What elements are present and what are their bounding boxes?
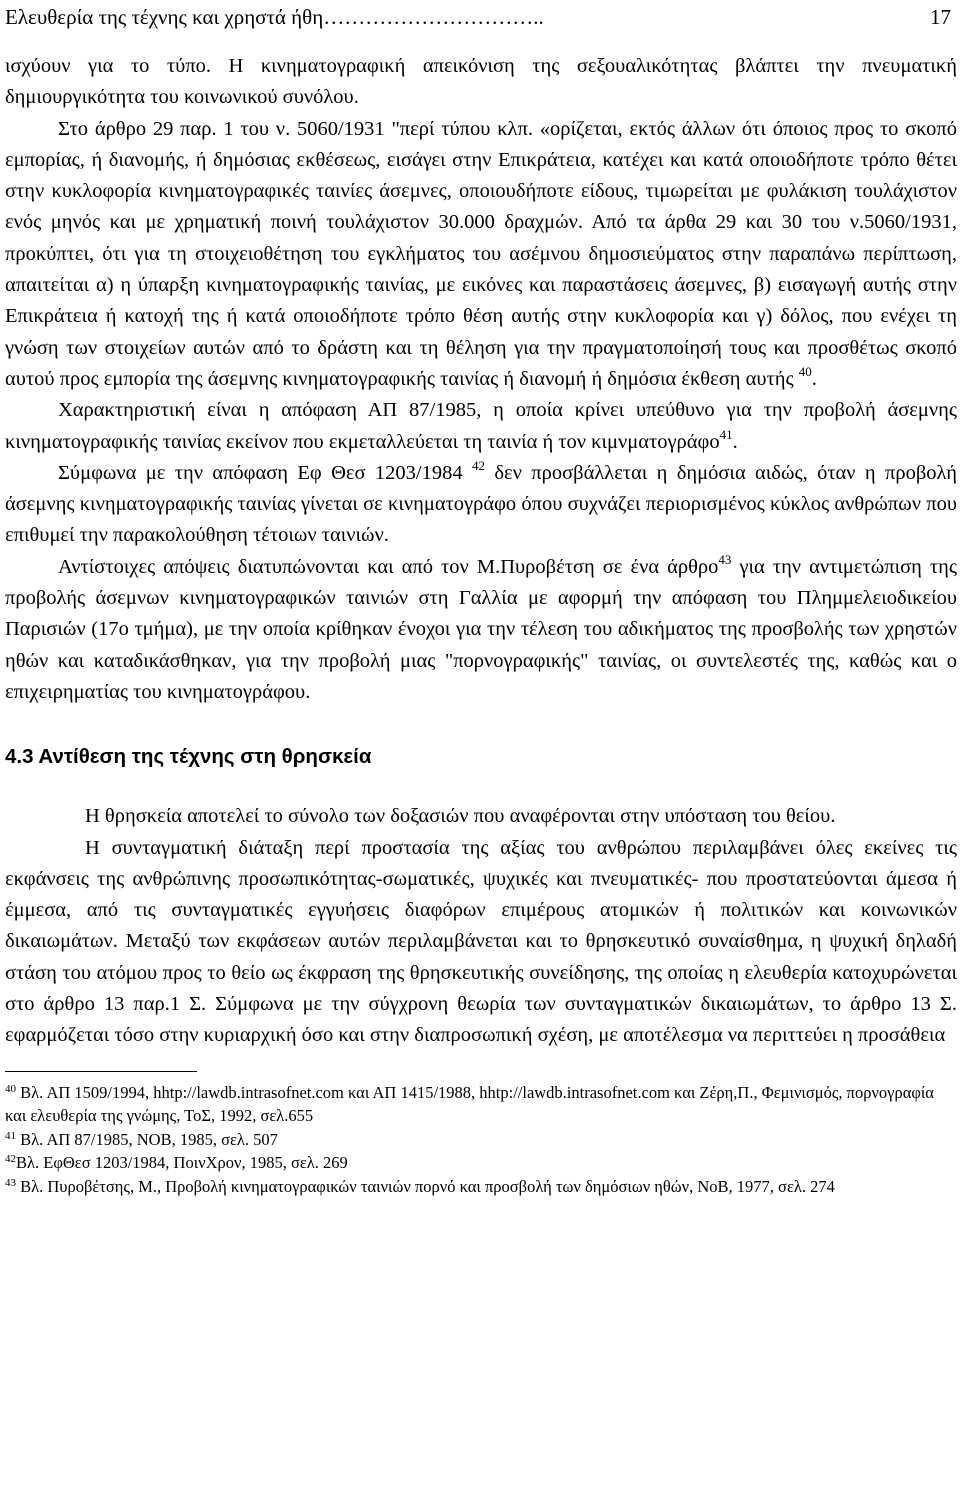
paragraph-1: ισχύουν για το τύπο. Η κινηματογραφική απεικόνιση της σεξουαλικότητας βλάπτει την πνευματική δημιουργικότητα του κοινωνικού συνόλου.	[5, 55, 957, 109]
footnote-divider	[5, 1071, 197, 1072]
footnote-number: 41	[5, 1129, 16, 1142]
footnote-ref-42[interactable]: 42	[472, 457, 485, 473]
footnote-ref-43[interactable]: 43	[718, 551, 732, 567]
running-header	[5, 4, 957, 30]
page-number: 17	[930, 5, 951, 29]
footnote-text: Βλ. ΕφΘεσ 1203/1984, ΠοινΧρον, 1985, σελ. 269	[16, 1153, 348, 1173]
paragraph-4	[5, 458, 957, 552]
paragraph-5-text: Αντίστοιχες απόψεις διατυπώνονται και από τον Μ.Πυροβέτση σε ένα άρθρο	[58, 555, 719, 578]
paragraph-2-text: Στο άρθρο 29 παρ. 1 του ν. 5060/1931 "περί τύπου κλπ. «ορίζεται, εκτός άλλων ότι όποιος προς το σκοπό εμπορίας, ή διανομής, ή δημόσιας εκθέσεως, εισάγει στην Επικράτεια, κατέχει και κατά οποιοδήποτε τρόπο θέτει στην κυκλοφορία κινηματογραφικές ταινίες άσεμνες, οποιουδήποτε είδους, τιμωρείται με φυλάκιση τουλάχιστον ενός μηνός και με χρηματική ποινή τουλάχιστον 30.000 δραχμών. Από τα άρθα 29 και 30 του ν.5060/1931, προκύπτει, ότι για τη στοιχειοθέτηση του εγκλήματος του ασέμνου δημοσιεύματος στην παραπάνω περίπτωση, απαιτείται α) η ύπαρξη κινηματογραφικής ταινίας, με εικόνες και παραστάσεις άσεμνες, β) εισαγωγή αυτής στην Επικράτεια ή κατοχή της ή κατά οποιοδήποτε τρόπο θέση αυτής στην κυκλοφορία και γ) δόλος, που ενέχει τη γνώση των στοιχείων αυτών από το δράστη και τη θέληση για την πραγματοποίησή τους και προσθέτως σκοπό αυτού προς εμπορία της άσεμνης κινηματογραφικής ταινίας ή διανομή ή δημόσια έκθεση αυτής	[5, 117, 957, 390]
footnote-ref-41[interactable]: 41	[719, 426, 733, 442]
footnote-40	[5, 1081, 957, 1128]
paragraph-2-end: .	[811, 367, 817, 390]
paragraph-2	[5, 114, 957, 396]
paragraph-3	[5, 395, 957, 458]
document-page	[5, 0, 957, 1198]
footnote-text: Βλ. Πυροβέτσης, Μ., Προβολή κινηματογραφικών ταινιών πορνό και προσβολή των δημόσιων ηθών, ΝοΒ, 1977, σελ. 274	[16, 1176, 835, 1196]
paragraph-7: Η συνταγματική διάταξη περί προστασία της αξίας του ανθρώπου περιλαμβάνει όλες εκείνες τις εκφάνσεις της ανθρώπινης προσωπικότητας-σωματικές, ψυχικές και πνευματικές- που προστατεύονται άμεσα ή έμμεσα, από τις συνταγματικές εγγυήσεις διαφόρων επιμέρους ατομικών ή πολιτικών και κοινωνικών δικαιωμάτων. Μεταξύ των εκφάσεων αυτών περιλαμβάνεται και το θρησκευτικό συναίσθημα, η ψυχική δηλαδή στάση του ατόμου προς το θείο ως έκφραση της θρησκευτικής συνείδησης, της οποίας η ελευθερία κατοχυρώνεται στο άρθρο 13 παρ.1 Σ. Σύμφωνα με την σύγχρονη θεωρία των συνταγματικών δικαιωμάτων, το άρθρο 13 Σ. εφαρμόζεται τόσο στην κυριαρχική όσο και στην διαπροσωπική σχέση, με αποτέλεσμα να περιττεύει η προσάθεια	[5, 836, 957, 1047]
footnote-42	[5, 1151, 957, 1175]
paragraph-5	[5, 552, 957, 708]
paragraph-5-rest: για την αντιμετώπιση της προβολής άσεμνων κινηματογραφικών ταινιών στη Γαλλία με αφορμή την απόφαση του Πλημμελειοδικείου Παρισιών (17ο τμήμα), με την οποία κρίθηκαν ένοχοι για την τέλεση του αδικήματος της προσβολής των χρηστών ηθών και καταδικάσθηκαν, για την προβολή μιας "πορνογραφικής" ταινίας, οι συντελεστές της, καθώς και ο επιχειρηματίας του κινηματογράφου.	[5, 555, 957, 703]
footnote-ref-40[interactable]: 40	[798, 363, 812, 379]
paragraph-3-text: Χαρακτηριστική είναι η απόφαση ΑΠ 87/1985, η οποία κρίνει υπεύθυνο για την προβολή άσεμνης κινηματογραφικής ταινίας εκείνον που εκμεταλλεύεται τη ταινία ή τον κιμνματογράφο	[5, 399, 957, 453]
footnote-41	[5, 1128, 957, 1152]
footnote-number: 42	[5, 1153, 16, 1166]
paragraph-6: Η θρησκεία αποτελεί το σύνολο των δοξασιών που αναφέρονται στην υπόσταση του θείου.	[85, 805, 836, 828]
footnote-43	[5, 1175, 957, 1199]
footnote-number: 40	[5, 1082, 16, 1095]
footnote-text: Βλ. ΑΠ 87/1985, ΝΟΒ, 1985, σελ. 507	[16, 1129, 278, 1149]
footnote-number: 43	[5, 1176, 16, 1189]
section-heading: 4.3 Αντίθεση της τέχνης στη θρησκεία	[5, 745, 372, 769]
paragraph-4-text: Σύμφωνα με την απόφαση Εφ Θεσ 1203/1984	[58, 461, 472, 484]
paragraph-4-rest: δεν προσβάλλεται η δημόσια αιδώς, όταν η προβολή άσεμνης κινηματογραφικής ταινίας γίνεται σε κινηματογράφο όπου συχνάζει περιορισμένος κύκλος ανθρώπων που επιθυμεί την παρακολούθηση τέτοιων ταινιών.	[5, 461, 958, 547]
paragraph-3-end: .	[732, 430, 738, 453]
header-title: Ελευθερία της τέχνης και χρηστά ήθη…………………………..	[5, 5, 544, 29]
footnote-text: Βλ. ΑΠ 1509/1994, hhtp://lawdb.intrasofnet.com και ΑΠ 1415/1988, hhtp://lawdb.intrasofnet.com και Ζέρη,Π., Φεμινισμός, πορνογραφία και ελευθερία της γνώμης, ΤοΣ, 1992, σελ.655	[5, 1082, 934, 1126]
